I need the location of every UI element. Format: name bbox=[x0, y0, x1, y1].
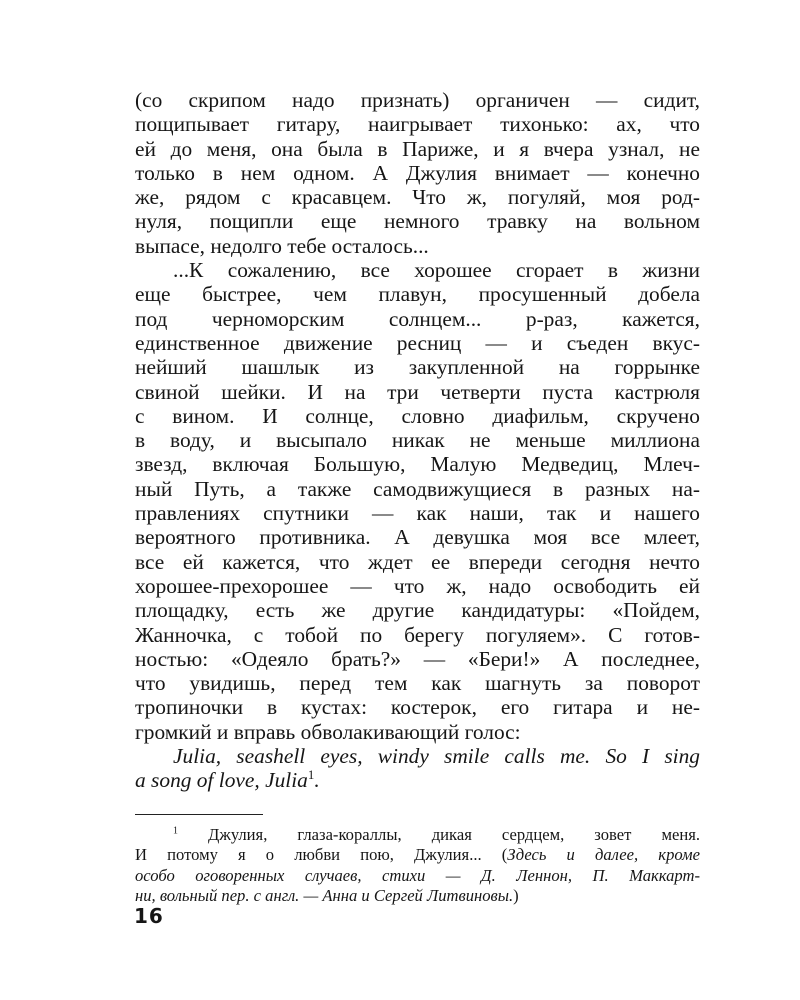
verse-text: a song of love, Julia bbox=[135, 768, 308, 793]
footnote-italic-text: ни, вольный пер. с англ. — Анна и Сергей Литвиновы. bbox=[135, 886, 514, 906]
verse-line bbox=[135, 768, 700, 792]
text-line: хорошее-прехорошее — что ж, надо освободить ей bbox=[135, 573, 700, 598]
text-line: выпасе, недолго тебе осталось... bbox=[135, 233, 429, 258]
paragraph-1 bbox=[135, 88, 700, 258]
footnote-line bbox=[135, 866, 700, 887]
text-line: с вином. И солнце, словно диафильм, скручено bbox=[135, 403, 700, 428]
text-line: ный Путь, а также самодвижущиеся в разных на- bbox=[135, 476, 700, 501]
text-line: ...К сожалению, все хорошее сгорает в жизни bbox=[173, 258, 700, 283]
footnote-reference[interactable]: 1 bbox=[307, 768, 315, 783]
footnote-italic-text: Здесь и далее, кроме bbox=[507, 845, 700, 865]
text-line: что увидишь, перед тем как шагнуть за поворот bbox=[135, 671, 700, 696]
text-line: тропиночки в кустах: костерок, его гитара и не- bbox=[135, 695, 700, 720]
text-line: в воду, и высыпало никак не меньше миллиона bbox=[135, 428, 700, 453]
body-text bbox=[135, 88, 700, 793]
text-line: под черноморским солнцем... р-раз, кажется, bbox=[135, 306, 700, 331]
text-line: свиной шейки. И на три четверти пуста кастрюля bbox=[135, 379, 700, 404]
verse-period: . bbox=[314, 768, 320, 793]
text-line: громкий и вправь обволакивающий голос: bbox=[135, 719, 521, 744]
footnote-divider bbox=[135, 814, 263, 815]
footnote-line bbox=[135, 845, 700, 866]
text-line: ей до меня, она была в Париже, и я вчера узнал, не bbox=[135, 136, 700, 161]
verse-line: Julia, seashell eyes, windy smile calls me. So I sing bbox=[173, 744, 700, 769]
paragraph-2 bbox=[135, 258, 700, 744]
text-line: же, рядом с красавцем. Что ж, погуляй, моя род- bbox=[135, 185, 700, 210]
footnote bbox=[135, 825, 700, 907]
text-line: ностью: «Одеяло брать?» — «Бери!» А последнее, bbox=[135, 646, 700, 671]
footnote-line bbox=[135, 886, 700, 907]
text-line: только в нем одном. А Джулия внимает — конечно bbox=[135, 160, 700, 185]
text-line: пощипывает гитару, наигрывает тихонько: ах, что bbox=[135, 112, 700, 137]
footnote-text: И потому я о любви пою, Джулия... ( bbox=[135, 845, 508, 865]
book-page bbox=[135, 88, 700, 907]
text-line: звезд, включая Большую, Малую Медведиц, Млеч- bbox=[135, 452, 700, 477]
footnote-text: Джулия, глаза-кораллы, дикая сердцем, зовет меня. bbox=[208, 824, 700, 844]
text-line: (со скрипом надо признать) органичен — сидит, bbox=[135, 88, 700, 112]
text-line: вероятного противника. А девушка моя все млеет, bbox=[135, 525, 700, 550]
text-line: нейший шашлык из закупленной на горрынке bbox=[135, 355, 700, 380]
page-number: 16 bbox=[134, 904, 164, 928]
footnote-italic-text: особо оговоренных случаев, стихи — Д. Леннон, П. Маккарт- bbox=[135, 865, 700, 885]
footnote-closing-paren: ) bbox=[513, 886, 519, 906]
footnote-line bbox=[135, 825, 700, 846]
text-line: Жанночка, с тобой по берегу погуляем». С готов- bbox=[135, 622, 700, 647]
text-line: еще быстрее, чем плавун, просушенный добела bbox=[135, 282, 700, 307]
text-line: площадку, есть же другие кандидатуры: «Пойдем, bbox=[135, 598, 700, 623]
text-line: единственное движение ресниц — и съеден вкус- bbox=[135, 330, 700, 355]
song-verse bbox=[135, 744, 700, 793]
text-line: нуля, пощипли еще немного травку на вольном bbox=[135, 209, 700, 234]
text-line: все ей кажется, что ждет ее впереди сегодня нечто bbox=[135, 549, 700, 574]
text-line: правлениях спутники — как наши, так и нашего bbox=[135, 501, 700, 526]
footnote-mark: 1 bbox=[173, 825, 178, 837]
